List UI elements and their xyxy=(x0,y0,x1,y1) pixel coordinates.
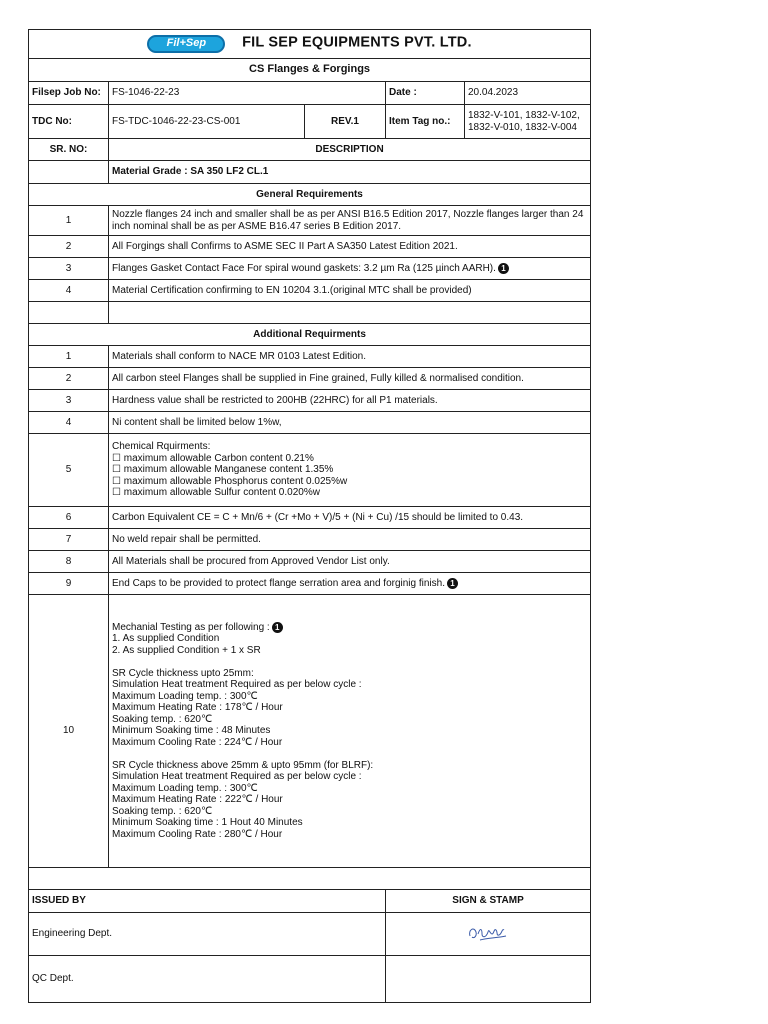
empty-cell xyxy=(29,302,109,324)
sr-number: 4 xyxy=(29,280,109,302)
spacer-row xyxy=(29,302,591,324)
table-row xyxy=(29,507,591,529)
material-grade: Material Grade : SA 350 LF2 CL.1 xyxy=(109,161,591,184)
engineering-dept: Engineering Dept. xyxy=(29,913,386,956)
table-row xyxy=(29,573,591,595)
requirement-text: Carbon Equivalent CE = C + Mn/6 + (Cr +Mo + V)/5 + (Ni + Cu) /15 should be limited to 0.43. xyxy=(109,507,591,529)
table-row xyxy=(29,412,591,434)
requirement-text: Flanges Gasket Contact Face For spiral wound gaskets: 3.2 µm Ra (125 µinch AARH). xyxy=(112,262,496,274)
empty-cell xyxy=(109,302,591,324)
company-header-row xyxy=(29,30,591,59)
table-row xyxy=(29,595,591,868)
sr-number: 9 xyxy=(29,573,109,595)
company-header xyxy=(29,30,591,59)
requirement-text: All Materials shall be procured from Approved Vendor List only. xyxy=(109,551,591,573)
table-row xyxy=(29,529,591,551)
qc-signature-cell xyxy=(386,956,591,1003)
qc-row xyxy=(29,956,591,1003)
note-marker-icon: 1 xyxy=(498,263,509,274)
desc-header: DESCRIPTION xyxy=(109,139,591,161)
doc-title: CS Flanges & Forgings xyxy=(29,59,591,82)
sr-number: 10 xyxy=(29,595,109,868)
document-sheet xyxy=(28,29,590,1003)
empty-cell xyxy=(29,868,591,890)
requirement-text: All carbon steel Flanges shall be supplied in Fine grained, Fully killed & normalised condition. xyxy=(109,368,591,390)
footer-header-row xyxy=(29,890,591,913)
empty-cell xyxy=(29,161,109,184)
table-row xyxy=(29,551,591,573)
table-row xyxy=(29,390,591,412)
signature-icon xyxy=(466,920,510,944)
requirement-cell xyxy=(109,595,591,868)
company-logo: Fil+Sep xyxy=(147,35,225,53)
table-row xyxy=(29,346,591,368)
sr-header: SR. NO: xyxy=(29,139,109,161)
tag-label: Item Tag no.: xyxy=(386,105,465,139)
issued-by-label: ISSUED BY xyxy=(29,890,386,913)
sr-number: 4 xyxy=(29,412,109,434)
engineering-row xyxy=(29,913,591,956)
sr-number: 3 xyxy=(29,258,109,280)
requirement-text: End Caps to be provided to protect flange serration area and forginig finish. xyxy=(112,577,445,589)
sr-number: 6 xyxy=(29,507,109,529)
requirement-heading: Mechanial Testing as per following : xyxy=(112,621,270,633)
date-label: Date : xyxy=(386,82,465,105)
rev-value: REV.1 xyxy=(305,105,386,139)
sr-number: 3 xyxy=(29,390,109,412)
requirement-cell xyxy=(109,573,591,595)
qc-dept: QC Dept. xyxy=(29,956,386,1003)
sr-number: 8 xyxy=(29,551,109,573)
engineering-signature-cell xyxy=(386,913,591,956)
job-label: Filsep Job No: xyxy=(29,82,109,105)
requirement-text: Chemical Rquirments: ☐ maximum allowable Carbon content 0.21% ☐ maximum allowable Manganese content 1.35% ☐ maximum allowable Phosphorus content 0.025%w ☐ maximum allowable Sulfur content 0.020%w xyxy=(109,434,591,507)
requirement-text: Materials shall conform to NACE MR 0103 Latest Edition. xyxy=(109,346,591,368)
table-row xyxy=(29,258,591,280)
sr-number: 1 xyxy=(29,206,109,236)
table-row xyxy=(29,434,591,507)
tag-value: 1832-V-101, 1832-V-102, 1832-V-010, 1832-V-004 xyxy=(465,105,591,139)
requirement-text: Nozzle flanges 24 inch and smaller shall be as per ANSI B16.5 Edition 2017, Nozzle flanges larger than 24 inch nominal shall be as per ASME B16.47 series B Edition 2017. xyxy=(109,206,591,236)
tdc-label: TDC No: xyxy=(29,105,109,139)
additional-heading: Additional Requirments xyxy=(29,324,591,346)
sr-number: 1 xyxy=(29,346,109,368)
general-heading-row xyxy=(29,184,591,206)
tdc-value: FS-TDC-1046-22-23-CS-001 xyxy=(109,105,305,139)
table-row xyxy=(29,236,591,258)
spacer-row xyxy=(29,868,591,890)
requirement-text: All Forgings shall Confirms to ASME SEC II Part A SA350 Latest Edition 2021. xyxy=(109,236,591,258)
column-header-row xyxy=(29,139,591,161)
sr-number: 2 xyxy=(29,236,109,258)
company-name: FIL SEP EQUIPMENTS PVT. LTD. xyxy=(242,34,472,51)
date-value: 20.04.2023 xyxy=(465,82,591,105)
sign-stamp-label: SIGN & STAMP xyxy=(386,890,591,913)
requirement-text: Material Certification confirming to EN 10204 3.1.(original MTC shall be provided) xyxy=(109,280,591,302)
note-marker-icon: 1 xyxy=(272,622,283,633)
requirement-text: No weld repair shall be permitted. xyxy=(109,529,591,551)
job-value: FS-1046-22-23 xyxy=(109,82,386,105)
requirement-text: 1. As supplied Condition 2. As supplied Condition + 1 x SR SR Cycle thickness upto 25mm: Simulation Heat treatment Required as per below cycle : Maximum Loading temp. : 300℃ Maximum Heating Rate : 178℃ / Hour Soaking temp. : 620℃ Minimum Soaking time : 48 Minutes Maximum Cooling Rate : 224℃ / Hour SR Cycle thickness above 25mm & upto 95mm (for BLRF): Simulation Heat treatment Required as per below cycle : Maximum Loading temp. : 300℃ Maximum Heating Rate : 222℃ / Hour Soaking temp. : 620℃ Minimum Soaking time : 1 Hout 40 Minutes Maximum Cooling Rate : 280℃ / Hour xyxy=(112,633,374,840)
sr-number: 2 xyxy=(29,368,109,390)
sr-number: 5 xyxy=(29,434,109,507)
additional-heading-row xyxy=(29,324,591,346)
material-grade-row xyxy=(29,161,591,184)
requirement-text: Hardness value shall be restricted to 200HB (22HRC) for all P1 materials. xyxy=(109,390,591,412)
tdc-row xyxy=(29,105,591,139)
note-marker-icon: 1 xyxy=(447,578,458,589)
requirement-text: Ni content shall be limited below 1%w, xyxy=(109,412,591,434)
job-row xyxy=(29,82,591,105)
requirement-cell xyxy=(109,258,591,280)
spec-table xyxy=(28,29,591,1003)
general-heading: General Requirements xyxy=(29,184,591,206)
table-row xyxy=(29,368,591,390)
doc-title-row xyxy=(29,59,591,82)
table-row xyxy=(29,206,591,236)
sr-number: 7 xyxy=(29,529,109,551)
table-row xyxy=(29,280,591,302)
